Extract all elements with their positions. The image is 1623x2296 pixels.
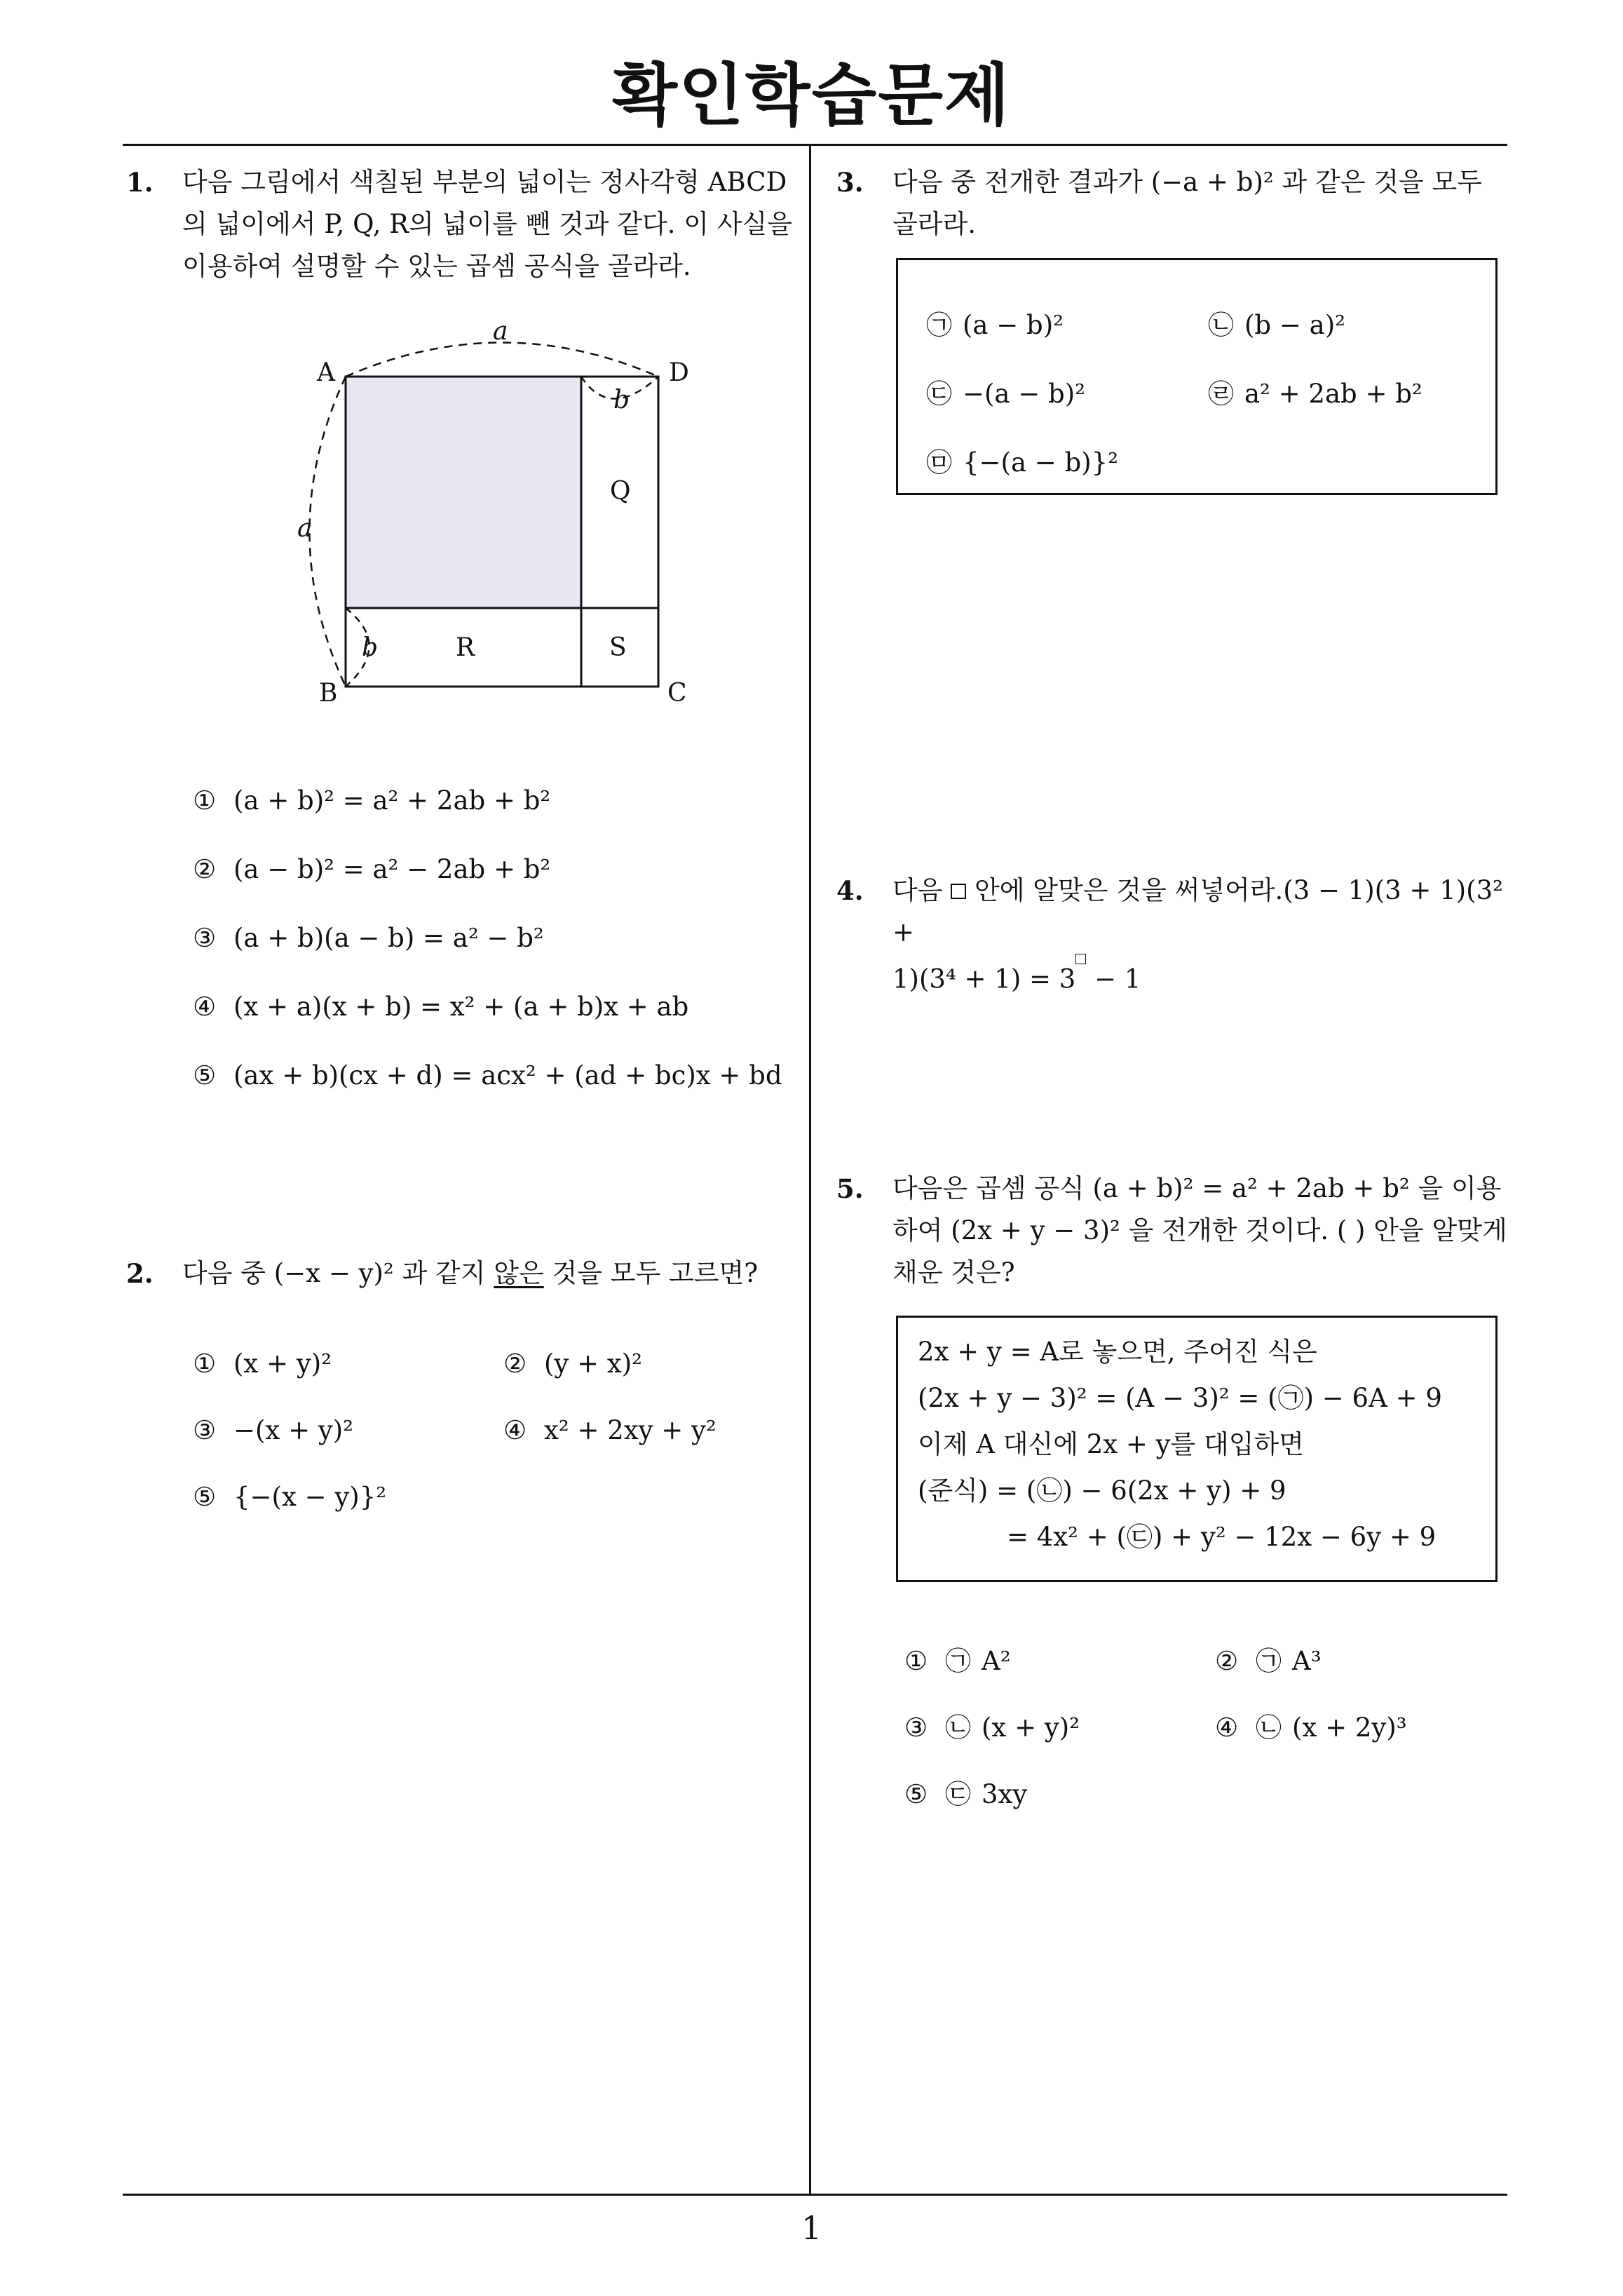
box-line-2: (2x + y − 3)² = (A − 3)² = (㉠) − 6A + 9	[918, 1383, 1442, 1413]
question-text: 다음 중 (−x − y)² 과 같지 않은 것을 모두 고르면?	[182, 1258, 759, 1288]
choice-1[interactable]: ① (x + y)²	[193, 1349, 332, 1379]
label-a-vertex: A	[317, 358, 335, 387]
label-c-vertex: C	[667, 679, 687, 708]
label-d-vertex: D	[669, 358, 689, 387]
choice-5[interactable]: ⑤ (ax + b)(cx + d) = acx² + (ad + bc)x + bd	[193, 1060, 782, 1090]
question-text: 다음 안에 알맞은 것을 써넣어라.(3 − 1)(3 + 1)(3² + 1)(3⁴ + 1) = 3 − 1	[892, 875, 1503, 994]
question-number: 3.	[836, 167, 864, 198]
choice-5[interactable]: ⑤ {−(x − y)}²	[193, 1482, 387, 1512]
options-box	[896, 258, 1498, 495]
choice-expr: (a + b)² = a² + 2ab + b²	[233, 785, 551, 816]
solution-box	[896, 1316, 1498, 1582]
box-line-1: 2x + y = A로 놓으면, 주어진 식은	[918, 1337, 1317, 1367]
choice-5[interactable]: ⑤ ㉢ 3xy	[904, 1779, 1028, 1809]
box-line-3: 이제 A 대신에 2x + y를 대입하면	[918, 1429, 1305, 1459]
box-line-4: (준식) = (㉡) − 6(2x + y) + 9	[918, 1475, 1286, 1506]
question-4	[836, 870, 1509, 994]
underlined-word: 않은	[494, 1258, 544, 1288]
box-item-4: ㉣ a² + 2ab + b²	[1208, 379, 1422, 409]
choice-4[interactable]: ④ (x + a)(x + b) = x² + (a + b)x + ab	[193, 992, 689, 1022]
choice-expr: (a + b)(a − b) = a² − b²	[233, 923, 544, 953]
box-item-1: ㉠ (a − b)²	[926, 310, 1064, 340]
page-title: 확인학습문제	[612, 56, 1011, 135]
blank-box-icon	[951, 884, 966, 899]
label-s-region: S	[609, 633, 627, 662]
choice-3[interactable]: ③ ㉡ (x + y)²	[904, 1713, 1080, 1743]
shaded-region	[346, 377, 581, 608]
question-2	[126, 1252, 799, 1302]
box-item-5: ㉤ {−(a − b)}²	[926, 447, 1119, 478]
label-a-left: a	[297, 514, 313, 543]
box-item-3: ㉢ −(a − b)²	[926, 379, 1085, 409]
label-a-top: a	[493, 317, 508, 346]
choice-expr: (a − b)² = a² − 2ab + b²	[233, 854, 551, 884]
page-number: 1	[801, 2209, 822, 2247]
question-number: 2.	[126, 1258, 154, 1289]
box-item-2: ㉡ (b − a)²	[1208, 310, 1345, 340]
choice-1[interactable]: ① (a + b)² = a² + 2ab + b²	[193, 785, 551, 816]
label-b-bottom: b	[362, 633, 379, 662]
label-b-right: b	[613, 386, 630, 414]
question-5	[836, 1168, 1509, 1308]
question-text: 다음 그림에서 색칠된 부분의 넓이는 정사각형 ABCD의 넓이에서 P, Q, R의 넓이를 뺀 것과 같다. 이 사실을 이용하여 설명할 수 있는 곱셈 공식을 골라라.	[182, 167, 792, 281]
question-text: 다음은 곱셈 공식 (a + b)² = a² + 2ab + b² 을 이용하여 (2x + y − 3)² 을 전개한 것이다. ( ) 안을 알맞게 채운 것은?	[892, 1173, 1507, 1288]
box-line-5: = 4x² + (㉢) + y² − 12x − 6y + 9	[1007, 1522, 1437, 1552]
label-q-region: Q	[610, 477, 631, 506]
blank-exponent-icon	[1075, 954, 1086, 964]
choice-2[interactable]: ② ㉠ A³	[1215, 1646, 1322, 1676]
choice-3[interactable]: ③ −(x + y)²	[193, 1415, 353, 1445]
choice-expr: (x + a)(x + b) = x² + (a + b)x + ab	[233, 992, 689, 1022]
choice-3[interactable]: ③ (a + b)(a − b) = a² − b²	[193, 923, 544, 953]
choice-2[interactable]: ② (a − b)² = a² − 2ab + b²	[193, 854, 551, 884]
question-number: 4.	[836, 875, 864, 906]
question-text: 다음 중 전개한 결과가 (−a + b)² 과 같은 것을 모두 골라라.	[892, 167, 1482, 239]
label-r-region: R	[456, 633, 475, 662]
question-number: 5.	[836, 1173, 864, 1204]
choice-4[interactable]: ④ ㉡ (x + 2y)³	[1215, 1713, 1407, 1743]
arc-top-a	[346, 343, 658, 377]
choice-1[interactable]: ① ㉠ A²	[904, 1646, 1011, 1676]
choice-4[interactable]: ④ x² + 2xy + y²	[503, 1415, 717, 1445]
choice-expr: (ax + b)(cx + d) = acx² + (ad + bc)x + bd	[233, 1060, 782, 1090]
label-b-vertex: B	[319, 679, 338, 708]
question-number: 1.	[126, 167, 154, 198]
choice-2[interactable]: ② (y + x)²	[503, 1349, 642, 1379]
arc-left-a	[310, 377, 346, 687]
question-3	[836, 161, 1509, 252]
